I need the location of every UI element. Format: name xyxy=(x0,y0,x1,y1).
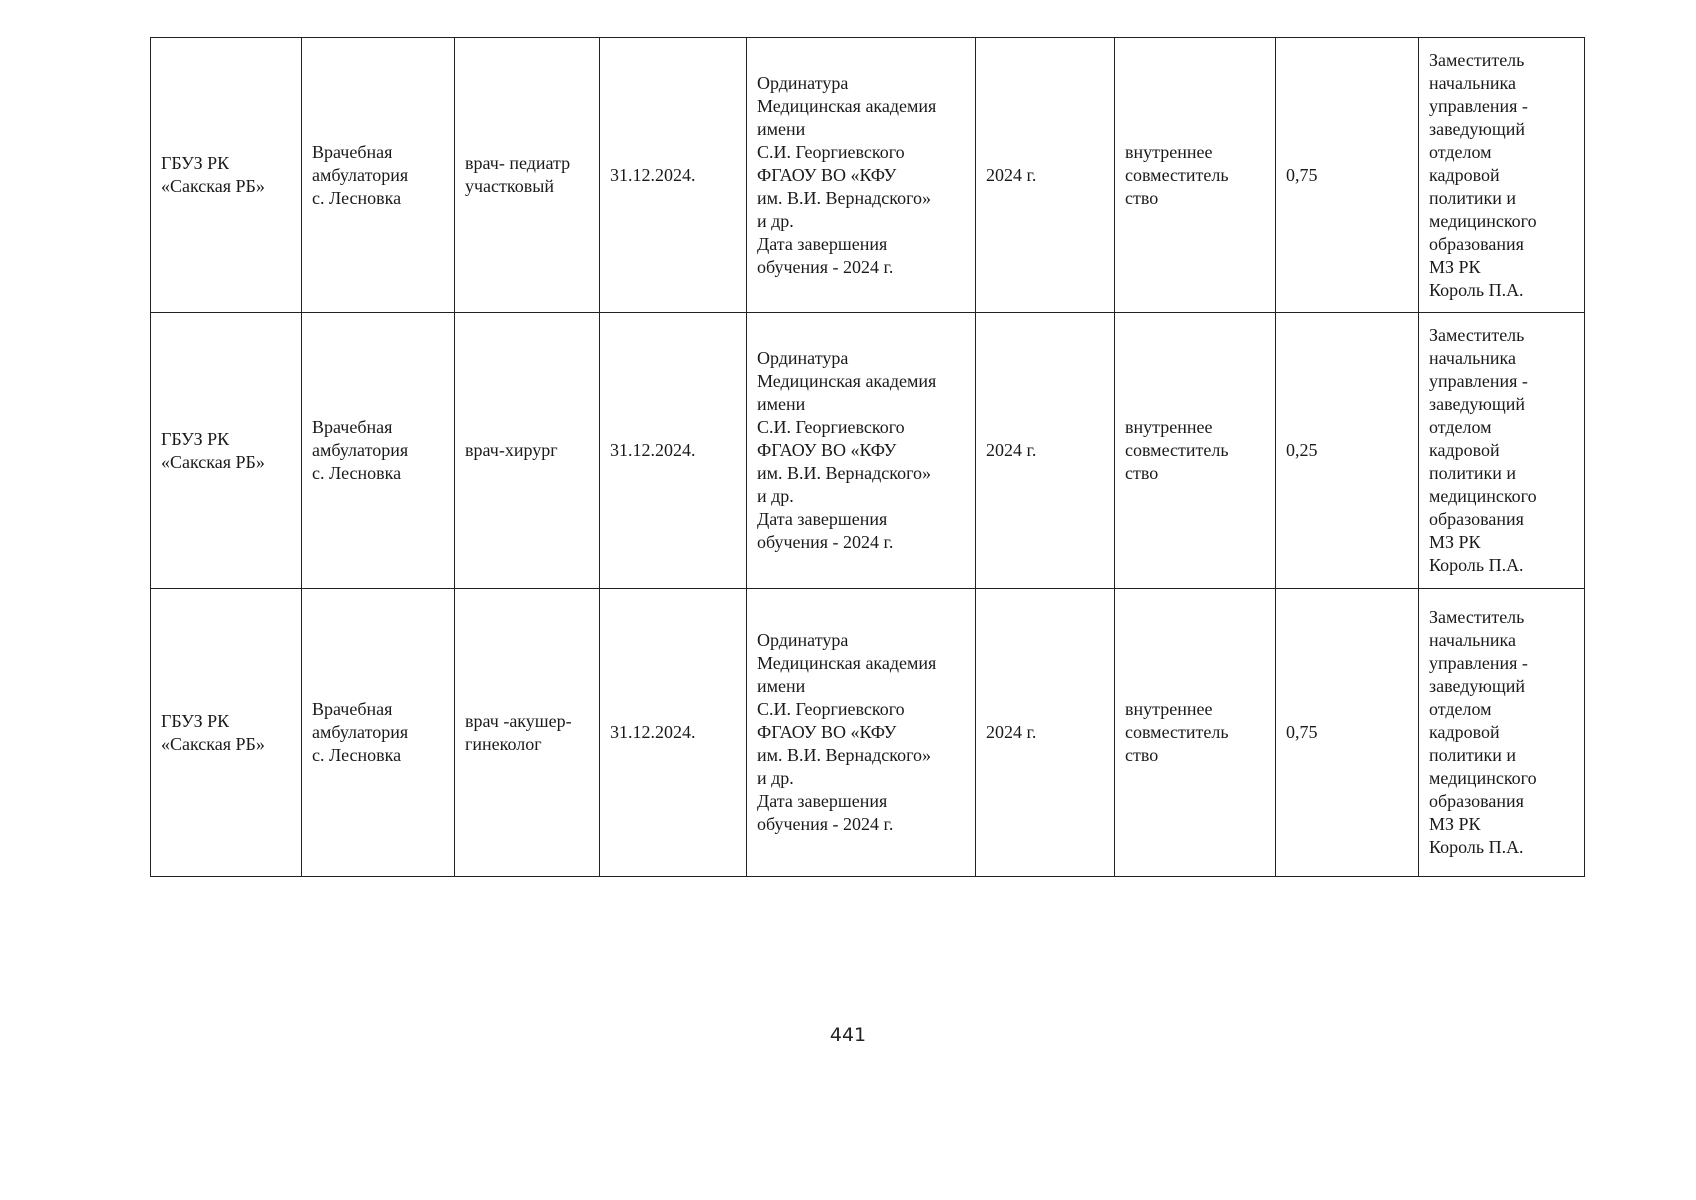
position-cell: врач- педиатр участковый xyxy=(455,38,600,313)
page-number: 441 xyxy=(829,1024,867,1046)
education-cell: Ординатура Медицинская академия имени С.И. Георгиевского ФГАОУ ВО «КФУ им. В.И. Вернадского» и др. Дата завершения обучения - 2024 г. xyxy=(747,38,976,313)
table-row xyxy=(151,313,1585,589)
table-row xyxy=(151,38,1585,313)
year-cell: 2024 г. xyxy=(976,313,1115,589)
institution-cell: ГБУЗ РК «Сакская РБ» xyxy=(151,589,302,877)
year-cell: 2024 г. xyxy=(976,38,1115,313)
table-row xyxy=(151,589,1585,877)
subdivision-cell: Врачебная амбулатория с. Лесновка xyxy=(302,313,455,589)
position-cell: врач-хирург xyxy=(455,313,600,589)
responsible-cell: Заместитель начальника управления - заведующий отделом кадровой политики и медицинского образования МЗ РК Король П.А. xyxy=(1419,313,1585,589)
year-cell: 2024 г. xyxy=(976,589,1115,877)
rate-cell: 0,25 xyxy=(1276,313,1419,589)
date-cell: 31.12.2024. xyxy=(600,589,747,877)
responsible-cell: Заместитель начальника управления - заведующий отделом кадровой политики и медицинского образования МЗ РК Король П.А. xyxy=(1419,589,1585,877)
vacancy-table xyxy=(150,37,1585,877)
rate-cell: 0,75 xyxy=(1276,589,1419,877)
subdivision-cell: Врачебная амбулатория с. Лесновка xyxy=(302,589,455,877)
employment-type-cell: внутреннее совместитель ство xyxy=(1115,589,1276,877)
position-cell: врач -акушер- гинеколог xyxy=(455,589,600,877)
institution-cell: ГБУЗ РК «Сакская РБ» xyxy=(151,313,302,589)
rate-cell: 0,75 xyxy=(1276,38,1419,313)
responsible-cell: Заместитель начальника управления - заведующий отделом кадровой политики и медицинского образования МЗ РК Король П.А. xyxy=(1419,38,1585,313)
education-cell: Ординатура Медицинская академия имени С.И. Георгиевского ФГАОУ ВО «КФУ им. В.И. Вернадского» и др. Дата завершения обучения - 2024 г. xyxy=(747,589,976,877)
employment-type-cell: внутреннее совместитель ство xyxy=(1115,313,1276,589)
employment-type-cell: внутреннее совместитель ство xyxy=(1115,38,1276,313)
date-cell: 31.12.2024. xyxy=(600,38,747,313)
education-cell: Ординатура Медицинская академия имени С.И. Георгиевского ФГАОУ ВО «КФУ им. В.И. Вернадского» и др. Дата завершения обучения - 2024 г. xyxy=(747,313,976,589)
subdivision-cell: Врачебная амбулатория с. Лесновка xyxy=(302,38,455,313)
date-cell: 31.12.2024. xyxy=(600,313,747,589)
institution-cell: ГБУЗ РК «Сакская РБ» xyxy=(151,38,302,313)
